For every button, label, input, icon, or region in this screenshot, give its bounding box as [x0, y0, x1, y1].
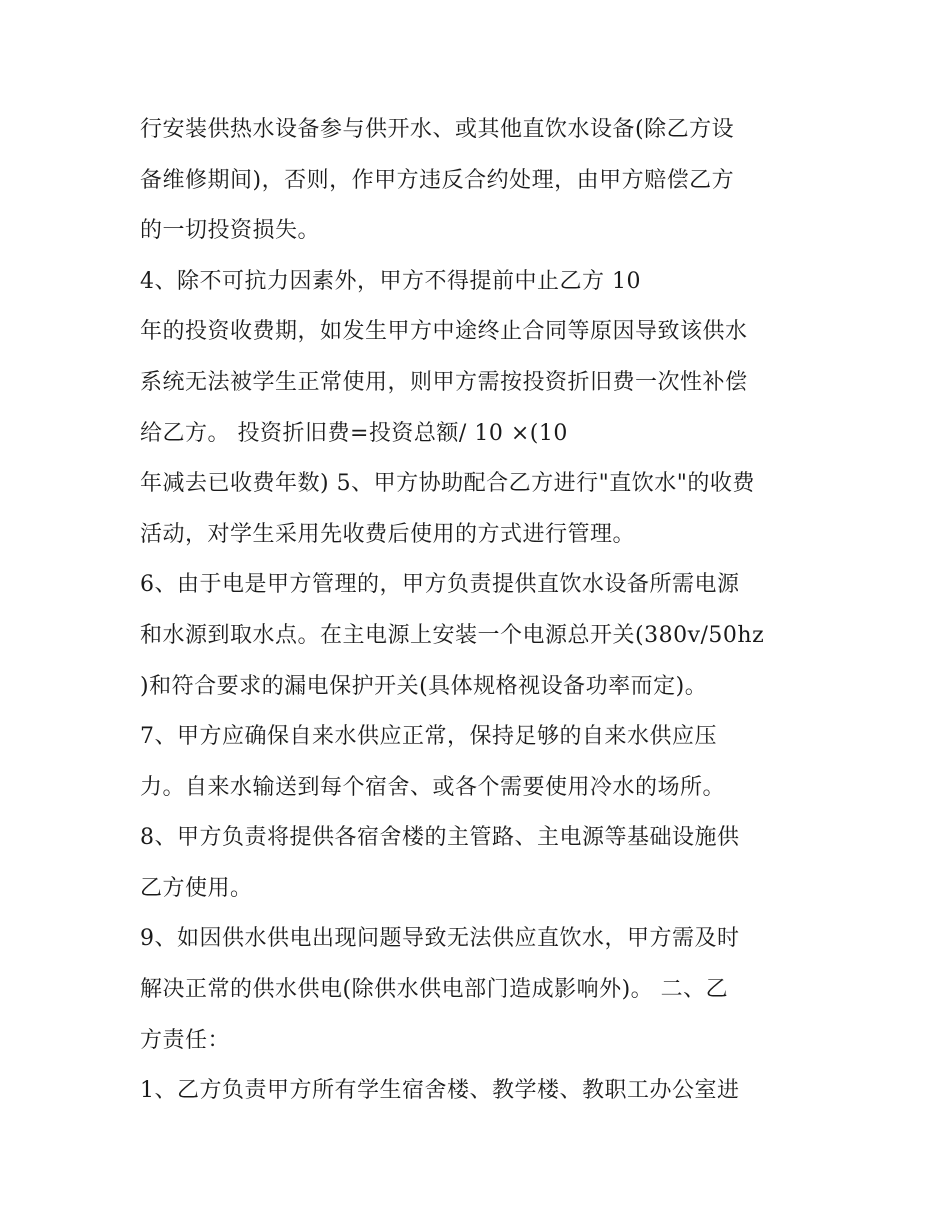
- text-line: 8、甲方负责将提供各宿舍楼的主管路、主电源等基础设施供: [140, 825, 740, 850]
- text-line: 备维修期间)，否则，作甲方违反合约处理，由甲方赔偿乙方: [140, 168, 735, 193]
- text-line: 和水源到取水点。在主电源上安装一个电源总开关(380v/50hz: [140, 623, 765, 648]
- text-line: 6、由于电是甲方管理的，甲方负责提供直饮水设备所需电源: [140, 572, 740, 597]
- text-line: 系统无法被学生正常使用，则甲方需按投资折旧费一次性补偿: [140, 370, 748, 395]
- text-line: 1、乙方负责甲方所有学生宿舍楼、教学楼、教职工办公室进: [140, 1078, 740, 1103]
- text-line: 4、除不可抗力因素外，甲方不得提前中止乙方 10: [140, 269, 641, 294]
- text-line: 行安装供热水设备参与供开水、或其他直饮水设备(除乙方设: [140, 117, 735, 142]
- text-line: 力。自来水输送到每个宿舍、或各个需要使用冷水的场所。: [140, 775, 726, 800]
- text-line: 给乙方。 投资折旧费=投资总额/ 10 ×(10: [140, 421, 568, 446]
- text-line: )和符合要求的漏电保护开关(具体规格视设备功率而定)。: [140, 674, 708, 699]
- text-line: 7、甲方应确保自来水供应正常，保持足够的自来水供应压: [140, 724, 717, 749]
- text-line: 9、如因供水供电出现问题导致无法供应直饮水，甲方需及时: [140, 926, 740, 951]
- text-line: 方责任：: [140, 1028, 231, 1053]
- text-line: 年减去已收费年数) 5、甲方协助配合乙方进行"直饮水"的收费: [140, 471, 755, 496]
- text-line: 活动，对学生采用先收费后使用的方式进行管理。: [140, 522, 636, 547]
- text-line: 乙方使用。: [140, 876, 253, 901]
- text-line: 的一切投资损失。: [140, 218, 321, 243]
- text-line: 年的投资收费期，如发生甲方中途终止合同等原因导致该供水: [140, 319, 748, 344]
- text-line: 解决正常的供水供电(除供水供电部门造成影响外)。 二、乙: [140, 977, 729, 1002]
